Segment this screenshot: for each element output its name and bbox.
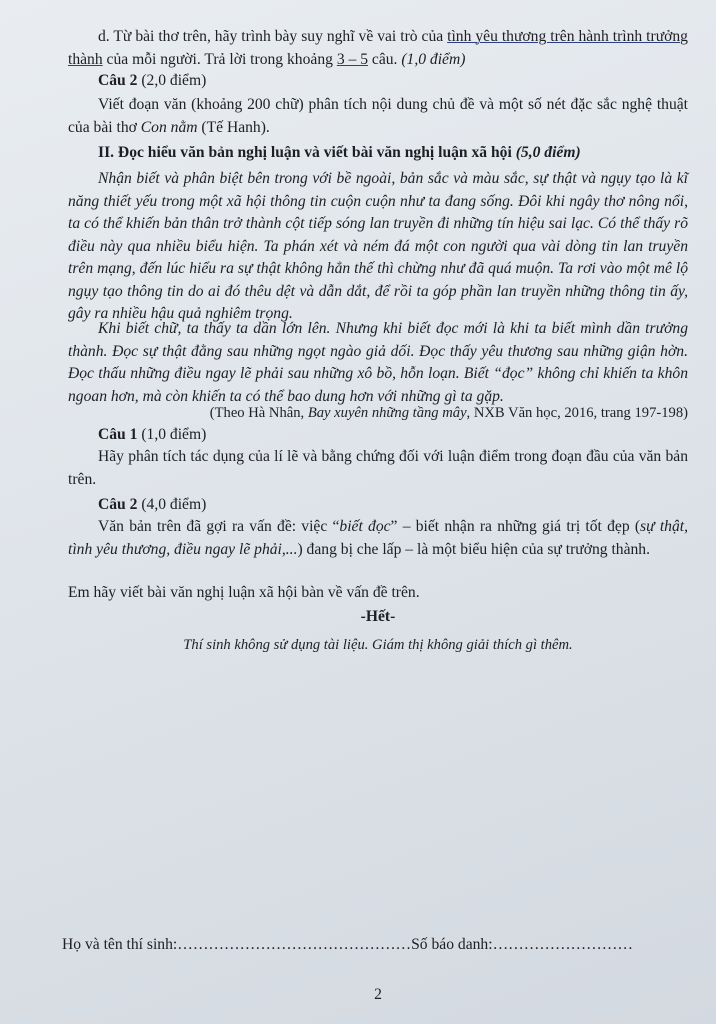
question-2-text: Văn bản trên đã gợi ra vấn đề: việc “biết đọc” – biết nhận ra những giá trị tốt đẹp (sự thật, tình yêu thương, điều ngay lẽ phải,...) đang bị che lấp – là một biểu hiện của sự trưởng thành.	[68, 518, 688, 558]
candidate-name-label: Họ và tên thí sinh:	[62, 936, 178, 953]
candidate-name-dots: ………………………………………	[177, 936, 412, 953]
question-1-text: Hãy phân tích tác dụng của lí lẽ và bằng chứng đối với luận điểm trong đoạn đầu của văn bản trên.	[68, 448, 688, 488]
part1-question-2-heading: Câu 2 (2,0 điểm)	[98, 72, 207, 89]
question-2-heading: Câu 2 (4,0 điểm)	[98, 496, 207, 513]
passage-paragraph-1: Nhận biết và phân biệt bên trong với bề ngoài, bản sắc và màu sắc, sự thật và ngụy tạo là kĩ năng thiết yếu trong một xã hội thông tin cuộn cuộn như ta đang sống. Đôi khi ngây thơ nông nổi, ta có thể khiến bản thân trở thành cột tiếp sóng lan truyền đi những tín hiệu sai lạc. Có thể thấy rõ điều này qua nhiều biểu hiện. Ta phán xét và ném đá một con người qua vài dòng tin lan truyền trên mạng, đến lúc hiểu ra sự thật không hẳn thế thì chừng như đã quá muộn. Ta rơi vào một mê lộ ngụy tạo thông tin do ai đó thêu dệt và dẫn dắt, để rồi ta góp phần lan truyền những thông tin ấy, gây ra nhiều hậu quả nghiêm trọng.	[68, 170, 688, 322]
page-number: 2	[374, 986, 382, 1003]
question-1d: d. Từ bài thơ trên, hãy trình bày suy nghĩ về vai trò của tình yêu thương trên hành trình trưởng thành của mỗi người. Trả lời trong khoảng 3 – 5 câu. (1,0 điểm)	[68, 28, 688, 68]
candidate-info-line	[62, 934, 662, 957]
candidate-id-dots: ………………………	[492, 936, 633, 953]
part1-question-2-text: Viết đoạn văn (khoảng 200 chữ) phân tích nội dung chủ đề và một số nét đặc sắc nghệ thuật của bài thơ Con nằm (Tế Hanh).	[68, 96, 688, 136]
exam-note: Thí sinh không sử dụng tài liệu. Giám thị không giải thích gì thêm.	[183, 637, 573, 653]
passage-paragraph-2: Khi biết chữ, ta thấy ta dần lớn lên. Nhưng khi biết đọc mới là khi ta biết mình dần trưởng thành. Đọc sự thật đằng sau những ngọt ngào giả dối. Đọc thấy yêu thương sau những giận hờn. Đọc thấu những điều ngay lẽ phải sau những xô bồ, hỗn loạn. Biết “đọc” không chỉ khiến ta khôn ngoan hơn, mà còn khiến ta có thể bao dung hơn với những gì ta gặp.	[68, 320, 688, 405]
section-2-heading: II. Đọc hiểu văn bản nghị luận và viết bài văn nghị luận xã hội (5,0 điểm)	[98, 144, 581, 161]
underlined-phrase: tình yêu thương trên hành trình trưởng thành	[68, 28, 688, 68]
question-1-heading: Câu 1 (1,0 điểm)	[98, 426, 207, 443]
end-mark: -Hết-	[360, 608, 396, 625]
candidate-id-label: Số báo danh:	[411, 936, 493, 953]
question-2-instruction: Em hãy viết bài văn nghị luận xã hội bàn về vấn đề trên.	[68, 584, 420, 601]
passage-source: (Theo Hà Nhân, Bay xuyên những tầng mây, NXB Văn học, 2016, trang 197-198)	[209, 405, 688, 421]
